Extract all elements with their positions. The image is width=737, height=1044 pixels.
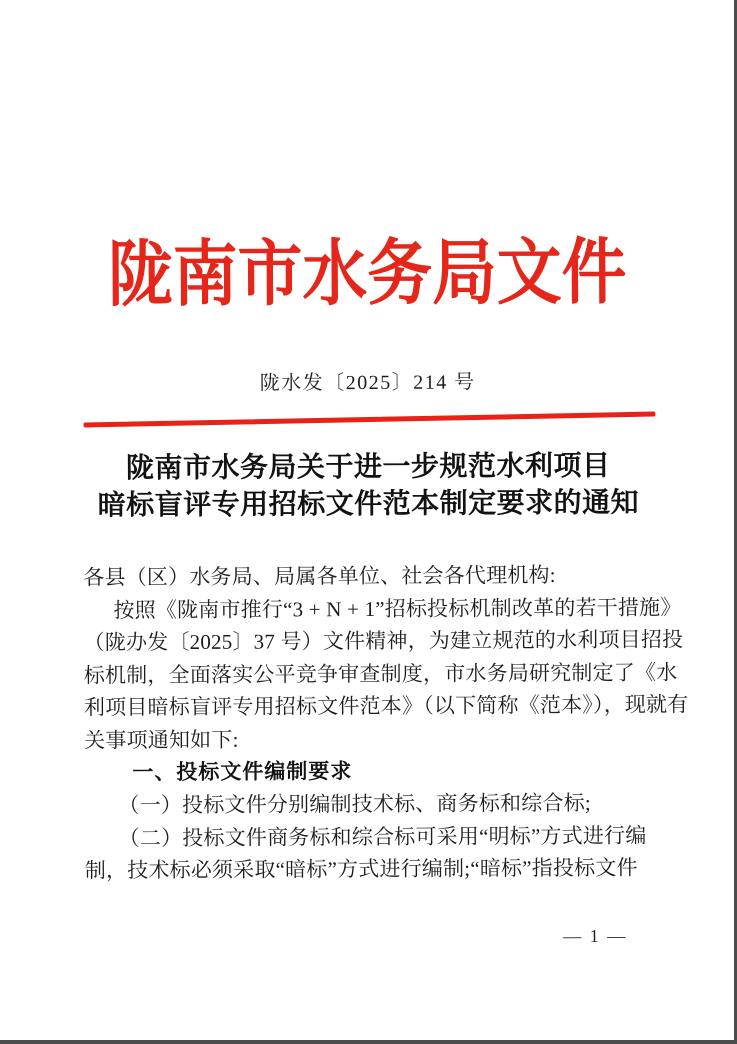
body-line: 利项目暗标盲评专用招标文件范本》（以下简称《范本》），现就有 — [83, 692, 689, 720]
body-line-item-2: （二）投标文件商务标和综合标可采用“明标”方式进行编 — [118, 823, 647, 851]
body-line: 关事项通知如下: — [84, 727, 239, 753]
page-number: — 1 — — [563, 925, 628, 946]
body-section-heading: 一、投标文件编制要求 — [132, 759, 353, 784]
body-line-item-1: （一）投标文件分别编制技术标、商务标和综合标; — [118, 790, 591, 818]
document-body — [83, 558, 689, 887]
body-line: 制，技术标必须采取“暗标”方式进行编制;“暗标”指投标文件 — [84, 855, 638, 883]
agency-banner-title: 陇南市水务局文件 — [107, 232, 627, 316]
document-number: 陇水发〔2025〕214 号 — [259, 371, 476, 395]
body-line-salutation: 各县（区）水务局、局属各单位、社会各代理机构: — [83, 563, 556, 590]
notice-title — [0, 447, 737, 525]
body-line: （陇办发〔2025〕37 号）文件精神，为建立规范的水利项目招投 — [83, 627, 684, 655]
notice-title-line1: 陇南市水务局关于进一步规范水利项目 — [125, 450, 611, 485]
red-separator-rule — [83, 412, 655, 428]
body-line: 按照《陇南市推行“3 + N + 1”招标投标机制改革的若干措施》 — [113, 594, 682, 622]
body-line: 标机制，全面落实公平竞争审查制度，市水务局研究制定了《水 — [83, 660, 678, 688]
notice-title-line2: 暗标盲评专用招标文件范本制定要求的通知 — [97, 487, 640, 522]
scan-edge-bottom — [0, 1040, 737, 1044]
